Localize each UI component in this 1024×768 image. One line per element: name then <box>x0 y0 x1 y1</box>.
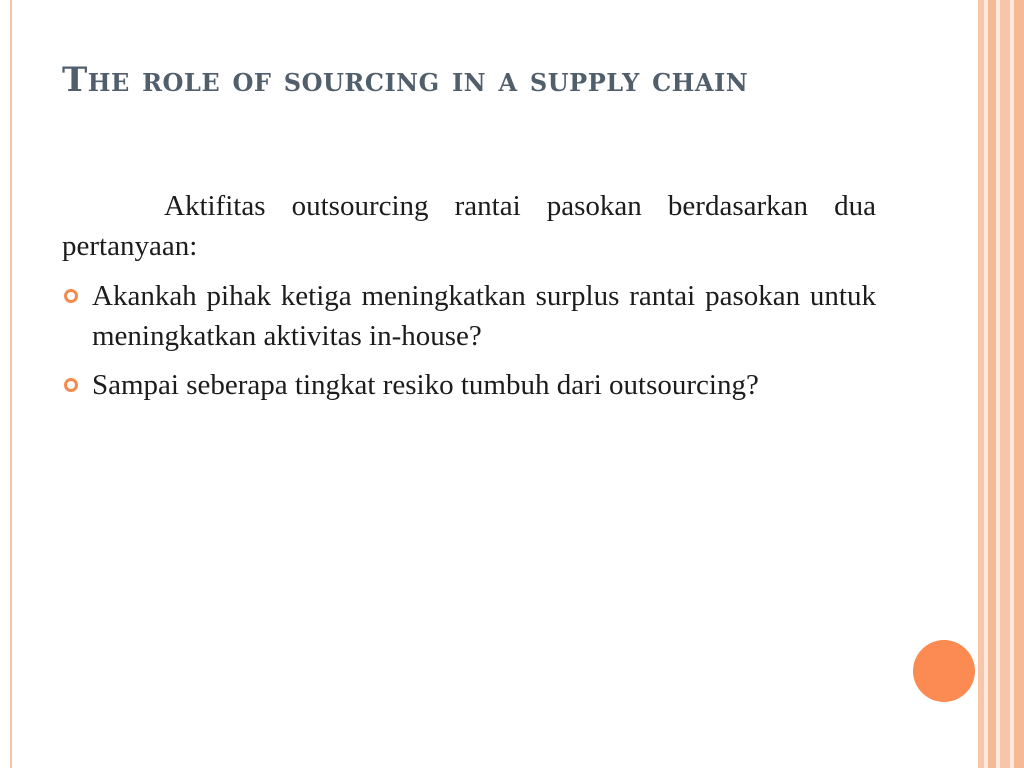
right-stripe <box>1014 0 1024 768</box>
decorative-circle <box>913 640 975 702</box>
slide-title: The role of sourcing in a supply chain <box>62 60 749 100</box>
list-item <box>62 276 876 356</box>
bullet-text: Sampai seberapa tingkat resiko tumbuh dari outsourcing? <box>92 369 759 401</box>
ring-bullet-icon <box>64 289 78 303</box>
right-stripe <box>988 0 996 768</box>
intro-paragraph: Aktifitas outsourcing rantai pasokan berdasarkan dua pertanyaan: <box>62 190 876 262</box>
ring-bullet-icon <box>64 378 78 392</box>
bullet-list <box>62 276 876 405</box>
bullet-text: Akankah pihak ketiga meningkatkan surplus rantai pasokan untuk meningkatkan aktivitas in-house? <box>92 280 876 352</box>
left-border-line <box>10 0 12 768</box>
list-item <box>62 365 876 405</box>
right-stripe <box>1000 0 1010 768</box>
slide-body <box>62 186 876 414</box>
